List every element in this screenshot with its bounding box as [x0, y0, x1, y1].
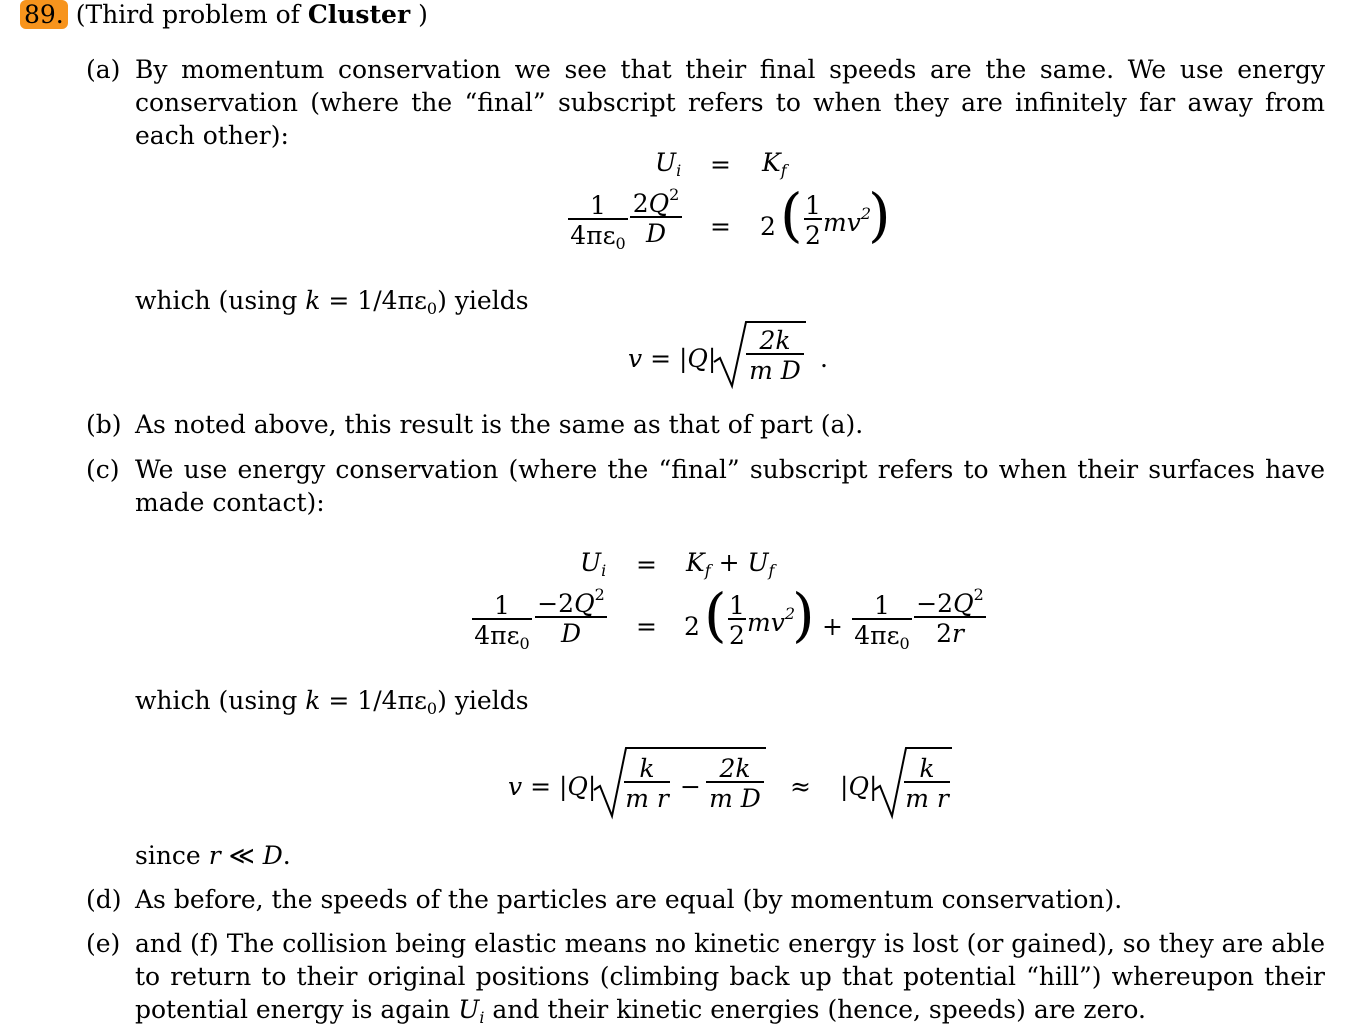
problem-number-badge: 89.: [20, 0, 68, 29]
part-c-text: We use energy conservation (where the “final” subscript refers to when their surfaces have made contact):: [135, 455, 1325, 517]
since-line: since r ≪ D.: [135, 841, 291, 870]
part-d-label: (d): [86, 885, 122, 914]
part-a-label: (a): [86, 55, 121, 84]
part-b-text: As noted above, this result is the same as that of part (a).: [135, 410, 864, 439]
part-c-label: (c): [86, 455, 120, 484]
part-e-text: and (f) The collision being elastic means no kinetic energy is lost (or gained), so they are able to return to their original positions (climbing back up that potential “hill”) whereupon their potential energy is again $U_i$ and their kinetic energies (hence, speeds) are zero.: [135, 929, 1325, 1027]
part-d-text: As before, the speeds of the particles are equal (by momentum conservation).: [135, 885, 1123, 914]
header-prefix: (Third problem of: [75, 0, 300, 29]
header-suffix: ): [418, 0, 428, 29]
header-bold: Cluster: [307, 0, 411, 29]
part-b-label: (b): [86, 410, 122, 439]
part-a-text: By momentum conservation we see that their final speeds are the same. We use energy conservation (where the “final” subscript refers to when they are infinitely far away from each other):: [135, 55, 1325, 150]
yields-line-c: which (using $k = 1/4\pi\varepsilon_0$) yields: [135, 686, 529, 718]
yields-line-a: which (using $k = 1/4\pi\varepsilon_0$) yields: [135, 286, 529, 318]
part-e-label: (e): [86, 929, 121, 958]
problem-header: [20, 2, 428, 27]
